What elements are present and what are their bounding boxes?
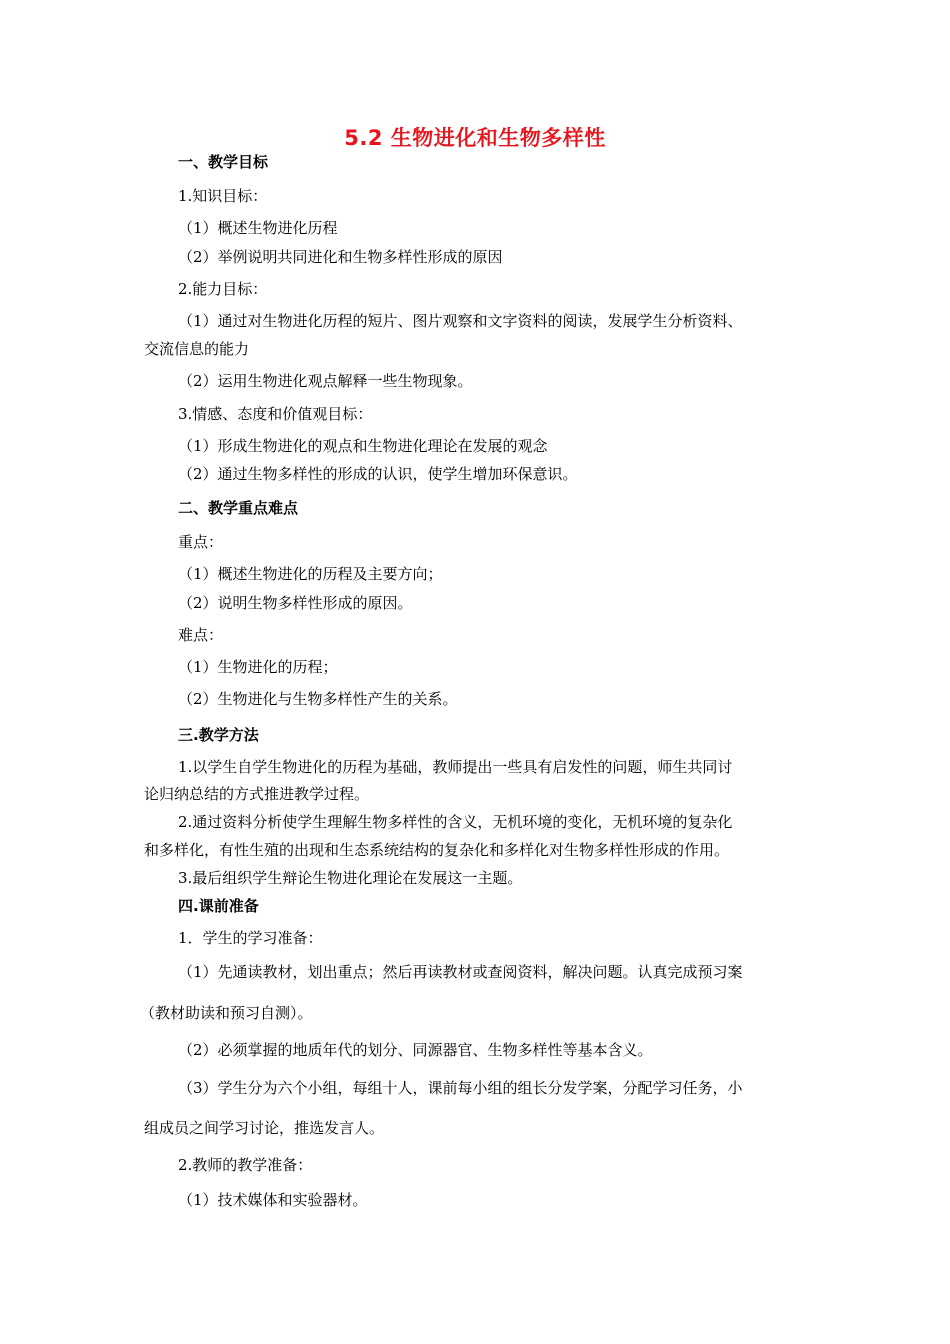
paragraph: 2.教师的教学准备： [178, 1156, 313, 1174]
paragraph: 2.通过资料分析使学生理解生物多样性的含义，无机环境的变化，无机环境的复杂化 [178, 813, 733, 831]
paragraph: （1）生物进化的历程； [178, 658, 338, 676]
paragraph: 论归纳总结的方式推进教学过程。 [144, 785, 370, 803]
paragraph: 1.以学生自学生物进化的历程为基础，教师提出一些具有启发性的问题，师生共同讨 [178, 758, 733, 776]
paragraph: 交流信息的能力 [144, 340, 250, 358]
paragraph: 1.知识目标： [178, 187, 268, 205]
section-heading-methods: 三.教学方法 [178, 726, 259, 744]
paragraph: （2）通过生物多样性的形成的认识，使学生增加环保意识。 [178, 465, 578, 483]
paragraph: 难点： [178, 626, 224, 644]
paragraph: （2）必须掌握的地质年代的划分、同源器官、生物多样性等基本含义。 [178, 1041, 653, 1059]
section-heading-objectives: 一、教学目标 [178, 153, 269, 171]
paragraph: 3.情感、态度和价值观目标： [178, 405, 373, 423]
paragraph: 重点： [178, 533, 224, 551]
paragraph: （1）概述生物进化历程 [178, 219, 338, 237]
paragraph: （1）先通读教材，划出重点；然后再读教材或查阅资料，解决问题。认真完成预习案 [178, 963, 743, 981]
paragraph: （2）运用生物进化观点解释一些生物现象。 [178, 372, 473, 390]
paragraph: 1．学生的学习准备： [178, 929, 323, 947]
paragraph: （1）技术媒体和实验器材。 [178, 1191, 368, 1209]
paragraph: 2.能力目标： [178, 280, 268, 298]
section-heading-key-points: 二、教学重点难点 [178, 499, 299, 517]
paragraph: （2）说明生物多样性形成的原因。 [178, 594, 413, 612]
section-heading-preparation: 四.课前准备 [178, 897, 259, 915]
paragraph: （教材助读和预习自测）。 [140, 1004, 313, 1022]
paragraph: 和多样化，有性生殖的出现和生态系统结构的复杂化和多样化对生物多样性形成的作用。 [144, 841, 730, 859]
paragraph: 3.最后组织学生辩论生物进化理论在发展这一主题。 [178, 869, 523, 887]
paragraph: （1）通过对生物进化历程的短片、图片观察和文字资料的阅读，发展学生分析资料、 [178, 312, 743, 330]
paragraph: （2）生物进化与生物多样性产生的关系。 [178, 690, 458, 708]
paragraph: （1）形成生物进化的观点和生物进化理论在发展的观念 [178, 437, 548, 455]
paragraph: 组成员之间学习讨论，推选发言人。 [144, 1119, 385, 1137]
paragraph: （1）概述生物进化的历程及主要方向； [178, 565, 443, 583]
paragraph: （3）学生分为六个小组，每组十人，课前每小组的组长分发学案，分配学习任务，小 [178, 1079, 743, 1097]
paragraph: （2）举例说明共同进化和生物多样性形成的原因 [178, 248, 503, 266]
document-title: 5.2 生物进化和生物多样性 [344, 126, 606, 150]
